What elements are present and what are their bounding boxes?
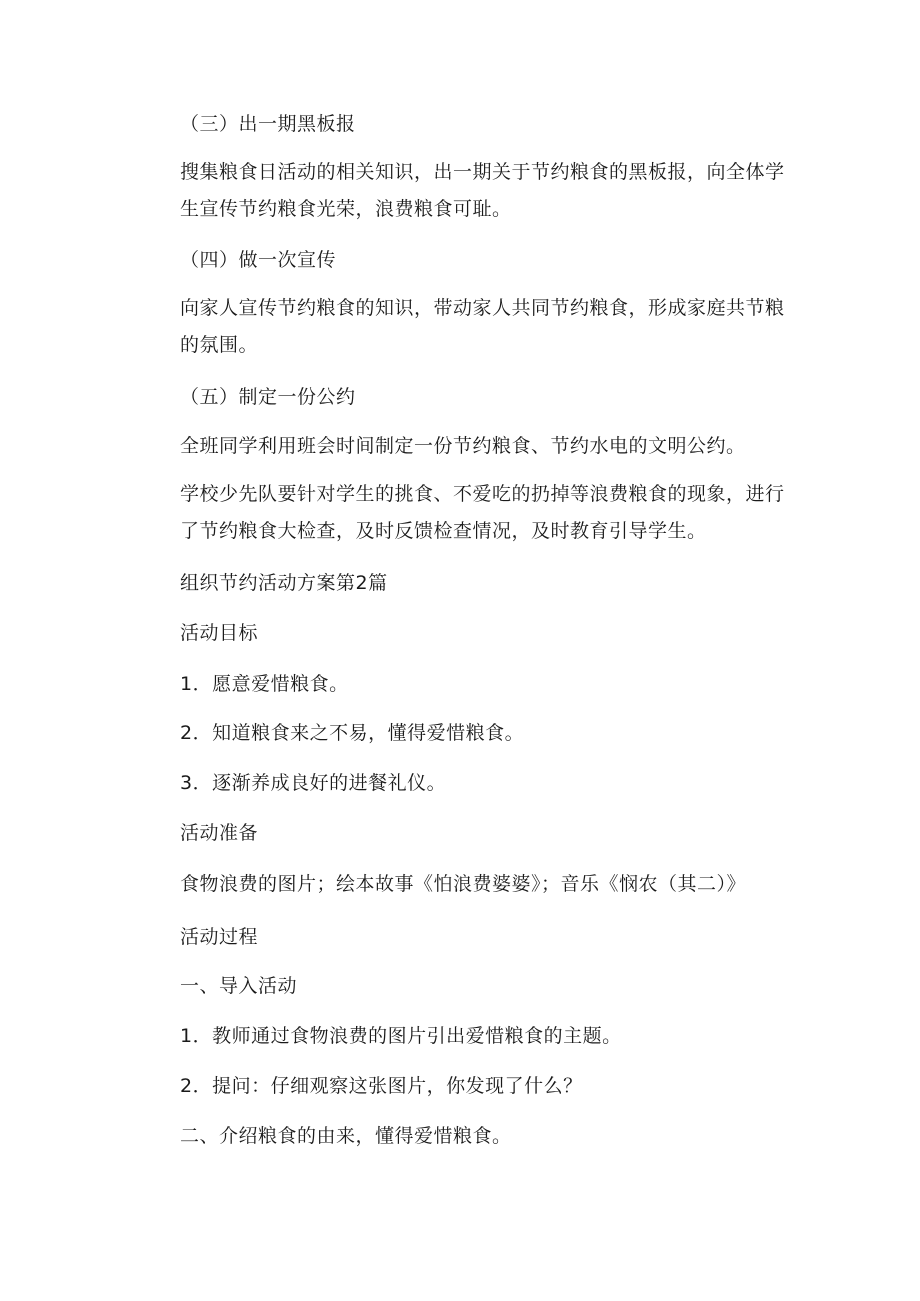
goals-heading: 活动目标 (180, 622, 259, 644)
prep-heading: 活动准备 (180, 822, 259, 844)
prep-body: 食物浪费的图片；绘本故事《怕浪费婆婆》；音乐《悯农（其二）》 (180, 873, 747, 895)
section-5-body: 全班同学利用班会时间制定一份节约粮食、节约水电的文明公约。 (180, 435, 746, 457)
step-1-item-1: 1．教师通过食物浪费的图片引出爱惜粮食的主题。 (180, 1025, 622, 1047)
section-4-body: 向家人宣传节约粮食的知识，带动家人共同节约粮食，形成家庭共节粮的氛围。 (180, 297, 785, 356)
goal-item-2: 2．知道粮食来之不易，懂得爱惜粮食。 (180, 722, 525, 744)
goal-item-3: 3．逐渐养成良好的进餐礼仪。 (180, 772, 447, 794)
section-5-heading: （五）制定一份公约 (180, 386, 356, 408)
section-3-body: 搜集粮食日活动的相关知识，出一期关于节约粮食的黑板报，向全体学生宣传节约粮食光荣，浪费粮食可耻。 (180, 161, 785, 220)
goal-item-1: 1．愿意爱惜粮食。 (180, 673, 349, 695)
plan-2-title: 组织节约活动方案第2篇 (180, 572, 388, 594)
process-heading: 活动过程 (180, 926, 259, 948)
step-1-heading: 一、导入活动 (180, 975, 298, 997)
pioneer-paragraph: 学校少先队要针对学生的挑食、不爱吃的扔掉等浪费粮食的现象，进行了节约粮食大检查，及时反馈检查情况，及时教育引导学生。 (180, 483, 785, 542)
step-2-heading: 二、介绍粮食的由来，懂得爱惜粮食。 (180, 1125, 512, 1147)
section-3-heading: （三）出一期黑板报 (180, 113, 356, 135)
step-1-item-2: 2．提问：仔细观察这张图片，你发现了什么？ (180, 1075, 583, 1097)
section-4-heading: （四）做一次宣传 (180, 249, 337, 271)
